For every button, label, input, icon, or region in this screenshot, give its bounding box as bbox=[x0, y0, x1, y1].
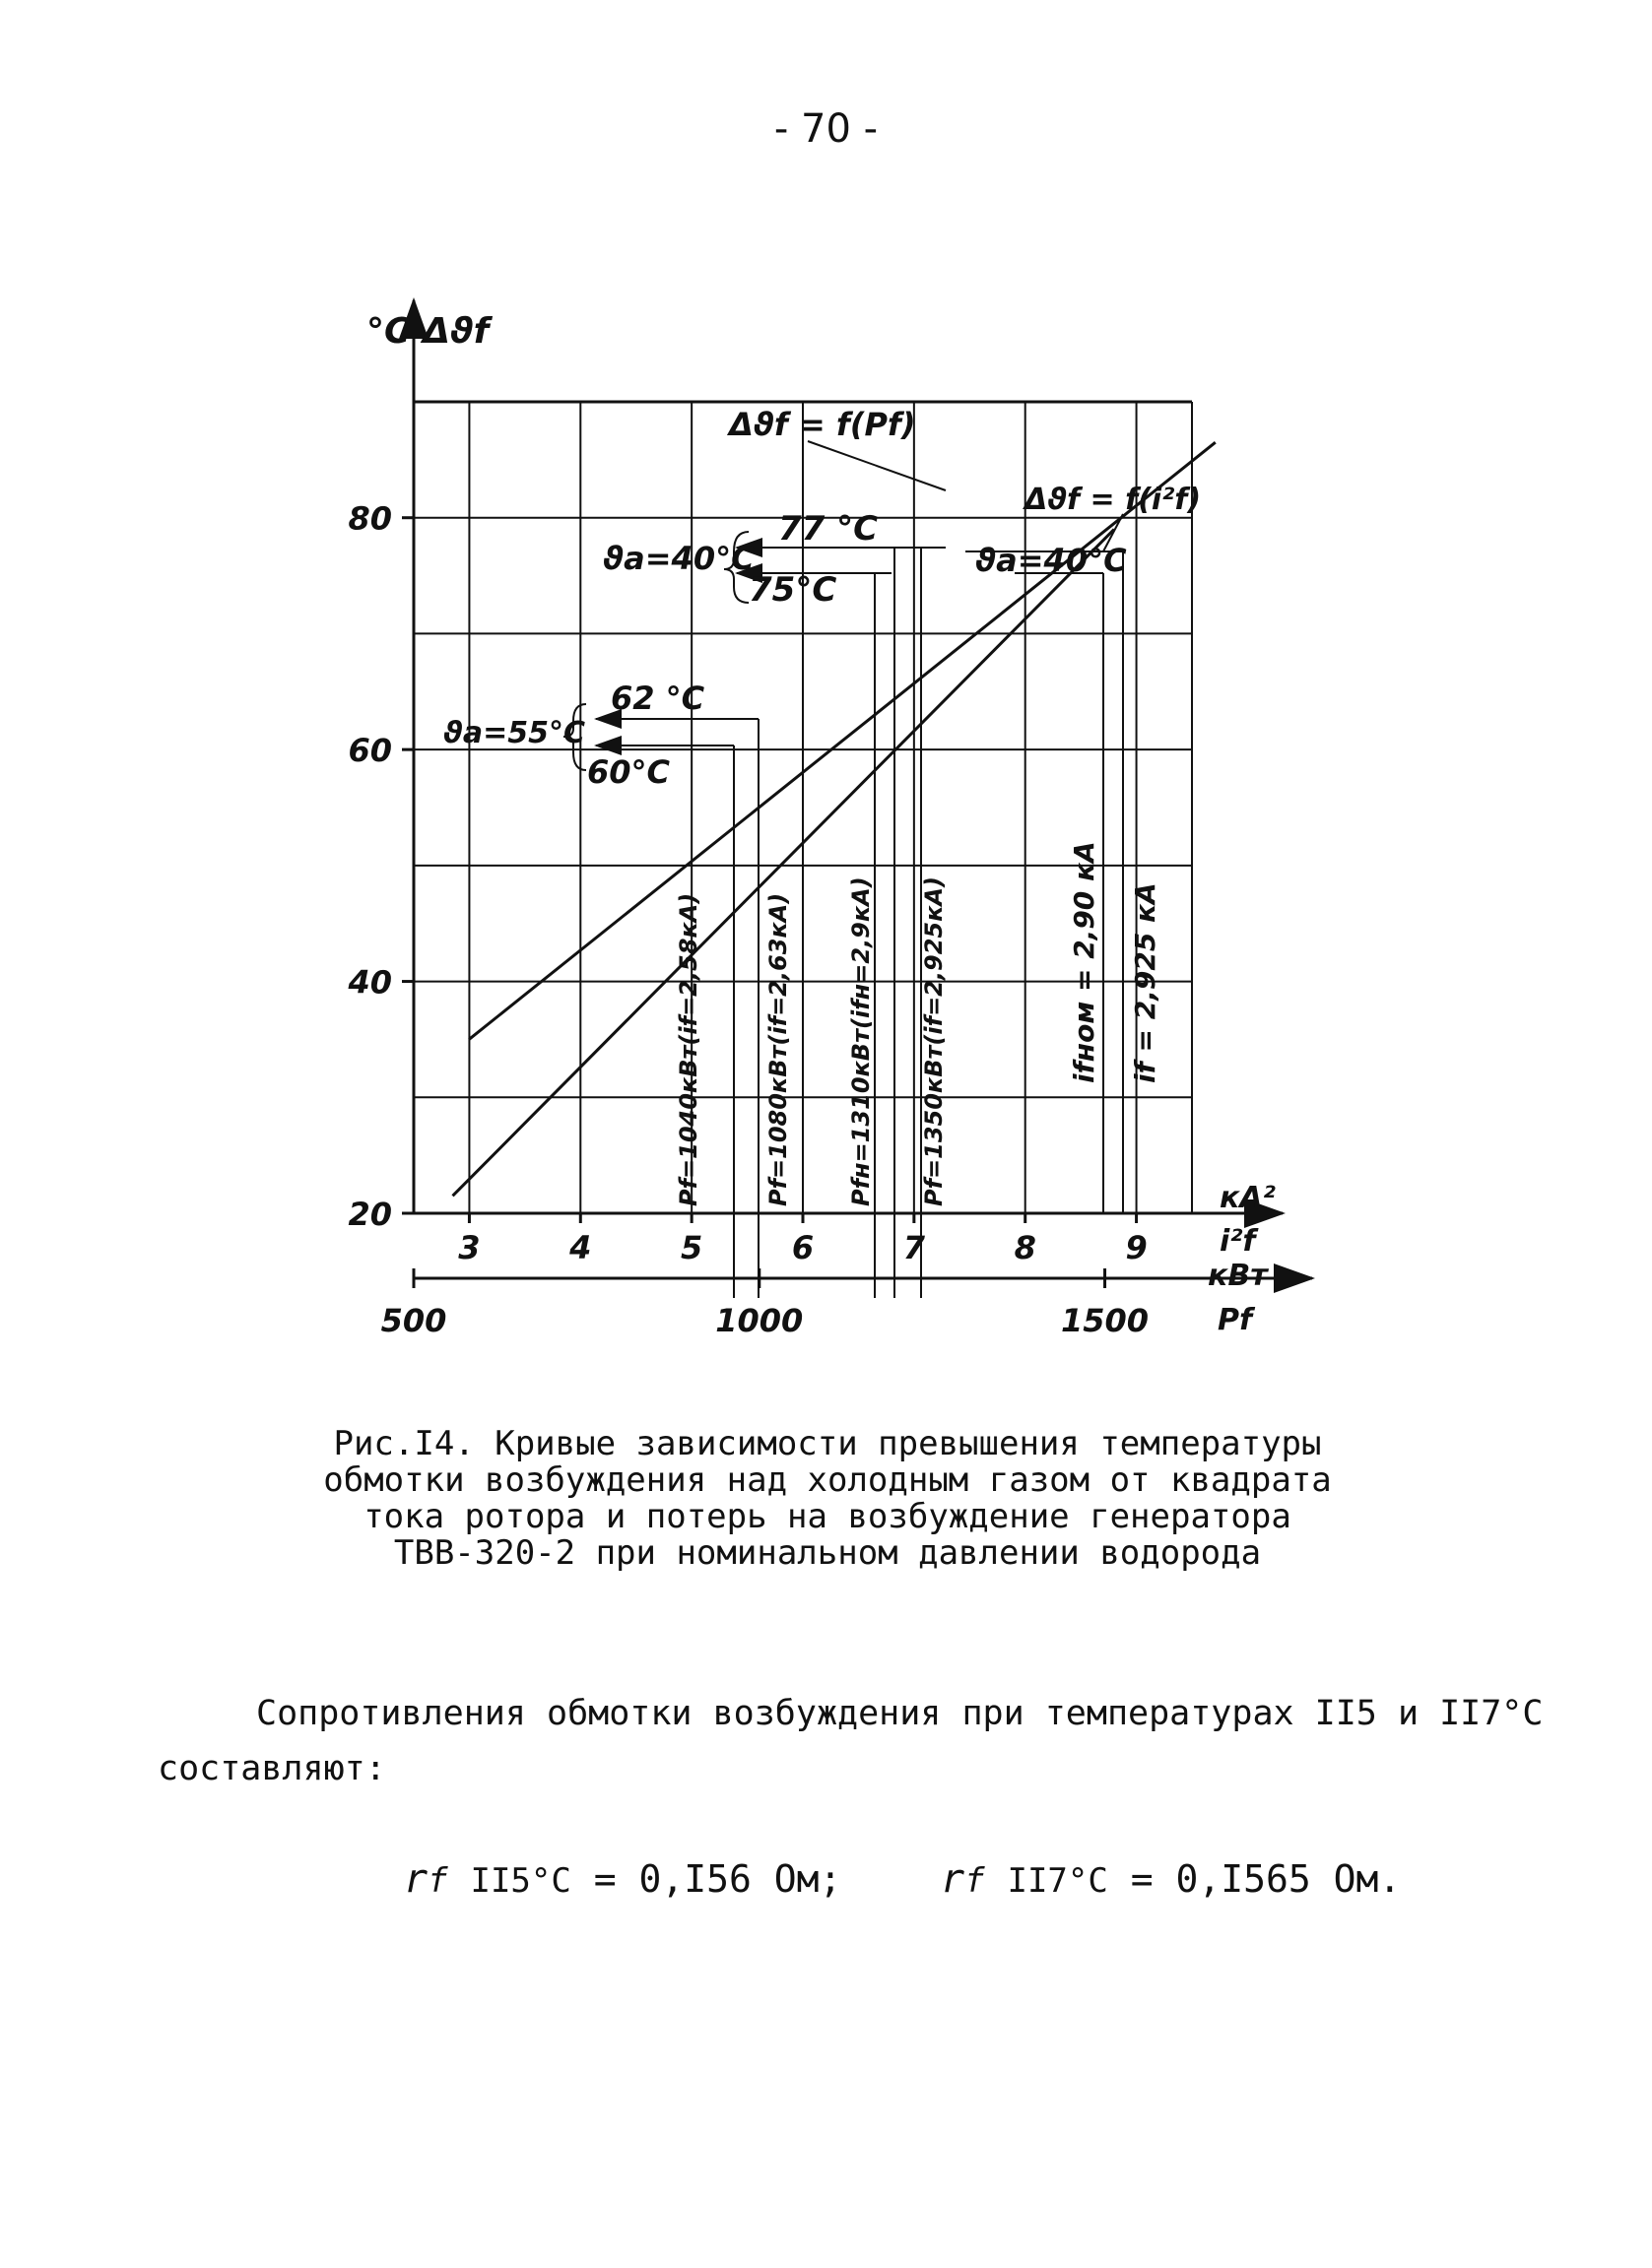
formula-r115-sub: f bbox=[428, 1861, 448, 1901]
x2-tick-label-500: 500 bbox=[380, 1302, 447, 1339]
caption-line-3: тока ротора и потерь на возбуждение генератора bbox=[363, 1497, 1291, 1536]
y-tick-label-40: 40 bbox=[348, 963, 392, 1002]
x1-tick-label-4: 4 bbox=[569, 1229, 592, 1266]
vlabel-6: if = 2,925 кА bbox=[1129, 882, 1161, 1083]
series-label-if2: Δϑf = f(i²f) bbox=[1024, 483, 1202, 517]
x2-tick-label-1500: 1500 bbox=[1061, 1302, 1150, 1339]
y-tick-label-80: 80 bbox=[348, 499, 392, 538]
y-tick-label-20: 20 bbox=[348, 1196, 392, 1233]
x1-tick-label-7: 7 bbox=[902, 1229, 925, 1266]
y-axis-ticks bbox=[347, 500, 414, 1233]
annotation-va40-left: ϑa=40°C bbox=[603, 540, 755, 577]
annotation-60c: 60°C bbox=[587, 753, 671, 791]
caption-line-2: обмотки возбуждения над холодным газом от квадрата bbox=[323, 1460, 1332, 1500]
series-label-pf: Δϑf = f(Pf) bbox=[729, 406, 916, 443]
vlabel-5: ifном = 2,90 кА bbox=[1068, 841, 1100, 1083]
paragraph-line-1: Сопротивления обмотки возбуждения при температурах II5 и II7°C bbox=[256, 1694, 1544, 1733]
annotation-va55: ϑa=55°C bbox=[443, 716, 585, 750]
x1-axis-ticks bbox=[458, 1213, 1147, 1266]
annotation-75c: 75°C bbox=[749, 570, 837, 610]
formula-r117-sub: f bbox=[964, 1861, 985, 1901]
annotation-62c: 62 °C bbox=[611, 680, 705, 717]
annotation-77c: 77 °C bbox=[778, 509, 879, 549]
x1-tick-label-8: 8 bbox=[1014, 1229, 1036, 1266]
vlabel-1: Pf=1040кВт(if=2,58кА) bbox=[675, 892, 702, 1206]
vlabel-4: Pf=1350кВт(if=2,925кА) bbox=[920, 876, 948, 1206]
formula-r117-value: = 0,I565 Ом. bbox=[1130, 1857, 1402, 1901]
annotation-va40-right: ϑa=40°C bbox=[975, 542, 1127, 579]
x1-tick-label-6: 6 bbox=[791, 1229, 815, 1266]
x2-tick-label-1000: 1000 bbox=[715, 1302, 804, 1339]
page-number: - 70 - bbox=[773, 106, 879, 152]
x2-axis-label-bottom: Pf bbox=[1218, 1303, 1253, 1337]
formula-r115 bbox=[404, 1856, 841, 1902]
x1-axis-label-bottom: i²f bbox=[1220, 1224, 1256, 1259]
x1-tick-label-5: 5 bbox=[681, 1229, 703, 1266]
vlabel-2: Pf=1080кВт(if=2,63кА) bbox=[764, 892, 792, 1206]
formula-r115-symbol: r bbox=[404, 1856, 429, 1902]
formula-r115-value: = 0,I56 Ом; bbox=[593, 1857, 842, 1901]
x1-tick-label-9: 9 bbox=[1125, 1229, 1148, 1266]
vlabel-3: Pfн=1310кВт(ifн=2,9кА) bbox=[847, 876, 875, 1206]
leader-pf bbox=[808, 441, 946, 490]
formula-r115-temp: II5°C bbox=[470, 1861, 571, 1901]
formula-r117-temp: II7°C bbox=[1007, 1861, 1108, 1901]
caption-line-4: ТВВ-320-2 при номинальном давлении водорода bbox=[393, 1533, 1262, 1573]
x2-axis-label-top: кВт bbox=[1208, 1259, 1268, 1293]
figure-caption bbox=[296, 1426, 1359, 1572]
body-paragraph bbox=[158, 1686, 1544, 1796]
x1-axis-label-top: кА² bbox=[1220, 1181, 1276, 1215]
paragraph-line-2: составляют: bbox=[158, 1749, 386, 1788]
y-tick-label-60: 60 bbox=[348, 732, 392, 770]
caption-line-1: Рис.I4. Кривые зависимости превышения температуры bbox=[333, 1424, 1322, 1463]
formula-r117-symbol: r bbox=[941, 1856, 965, 1902]
x1-tick-label-3: 3 bbox=[458, 1229, 481, 1266]
y-axis-label: °C Δϑf bbox=[366, 311, 490, 352]
formula-r117 bbox=[941, 1856, 1401, 1902]
